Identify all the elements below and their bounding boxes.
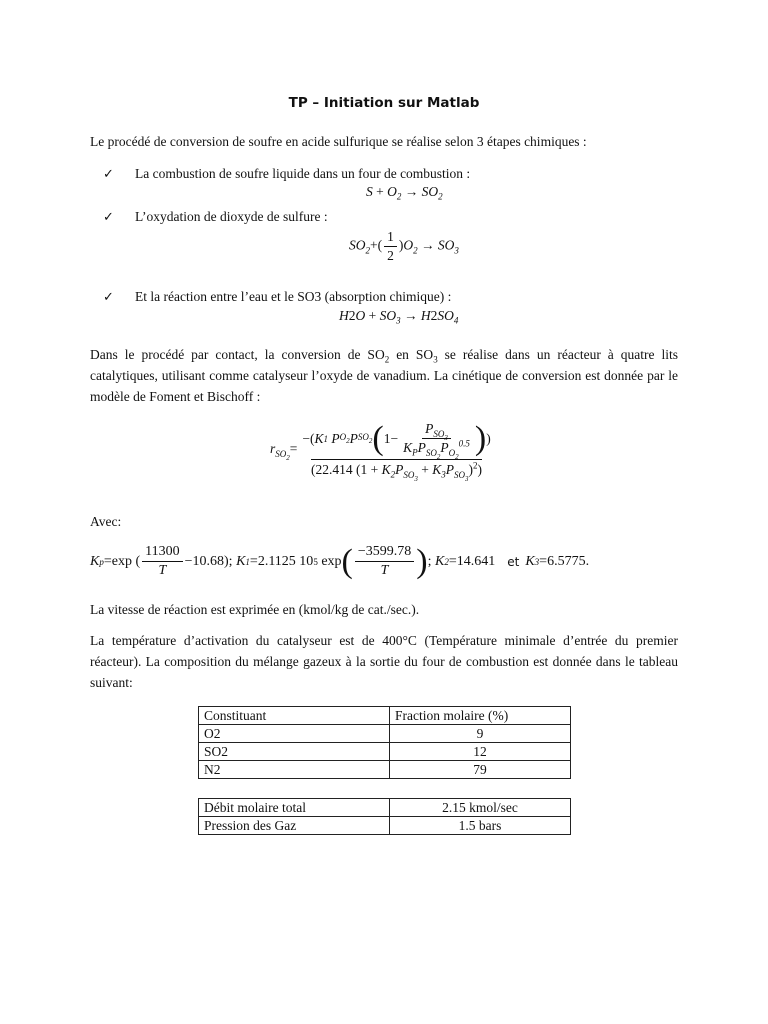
table-header-row [199, 707, 571, 725]
constants-equation: K p =exp ( $\frac{11300}{T}$ −10.68 ); K 1 = 2.1125 10 5 exp ( $\frac{-3599.78}{T}$ ) ; K 2 = 14.641 et K 3 = 6.5775 . [90, 542, 590, 580]
header-constituant: Constituant [199, 707, 390, 725]
activation-paragraph: La température d’activation du catalyseur est de 400°C (Température minimale d’entrée du premier réacteur). La composition du mélange gazeux à la sortie du four de combustion est donnée dans le tableau suivant: [90, 633, 678, 690]
step-3-text: Et la réaction entre l’eau et le SO3 (absorption chimique) : [135, 289, 452, 304]
table-row: O2 9 [199, 725, 571, 743]
step-1-text: La combustion de soufre liquide dans un four de combustion : [135, 166, 471, 181]
equation-oxidation: $SO_2+$( $\frac{1}{2}$ )$O_2 \to SO_3$ [349, 229, 459, 263]
step-3 [103, 287, 451, 308]
step-2-text: L’oxydation de dioxyde de sulfure : [135, 209, 328, 224]
avec-label: Avec: [90, 514, 122, 529]
table-row: SO2 12 [199, 743, 571, 761]
header-fraction: Fraction molaire (%) [390, 707, 571, 725]
checkmark-icon: ✓ [103, 210, 114, 225]
composition-table [198, 706, 571, 779]
checkmark-icon: ✓ [103, 167, 114, 182]
step-2 [103, 207, 328, 228]
flow-table [198, 798, 571, 835]
rate-units-paragraph: La vitesse de réaction est exprimée en (kmol/kg de cat./sec.). [90, 602, 420, 617]
table-row: Débit molaire total 2.15 kmol/sec [199, 799, 571, 817]
page-title: TP – Initiation sur Matlab [288, 95, 480, 111]
intro-paragraph: Le procédé de conversion de soufre en acide sulfurique se réalise selon 3 étapes chimiques : [90, 134, 587, 149]
step-1 [103, 164, 470, 185]
contact-paragraph: Dans le procédé par contact, la conversion de $SO_2$ en $SO_3$ se réalise dans un réacteur à quatre lits catalytiques, utilisant comme catalyseur l’oxyde de vanadium. La cinétique de conversion est donnée par le modèle de Foment et Bischoff : [90, 347, 679, 404]
equation-absorption: $H2O + SO_3 \to H2SO_4$ [339, 308, 459, 326]
checkmark-icon: ✓ [103, 290, 114, 305]
equation-combustion: $S + O_2 \to SO_2$ [366, 184, 443, 202]
table-row: N2 79 [199, 761, 571, 779]
table-row: Pression des Gaz 1.5 bars [199, 817, 571, 835]
rate-equation: $r_{SO_2}=$ −( K 1 P $O_2$ P $SO_2$ ( 1− $\frac{P_{SO_3}}{K_PP_{SO_2}P_{O_2}^{0.5}}$ ) ) (22.414 $(1 + K_2P_{SO_3} + K_3P_{SO_3})^2$) [270, 419, 491, 483]
